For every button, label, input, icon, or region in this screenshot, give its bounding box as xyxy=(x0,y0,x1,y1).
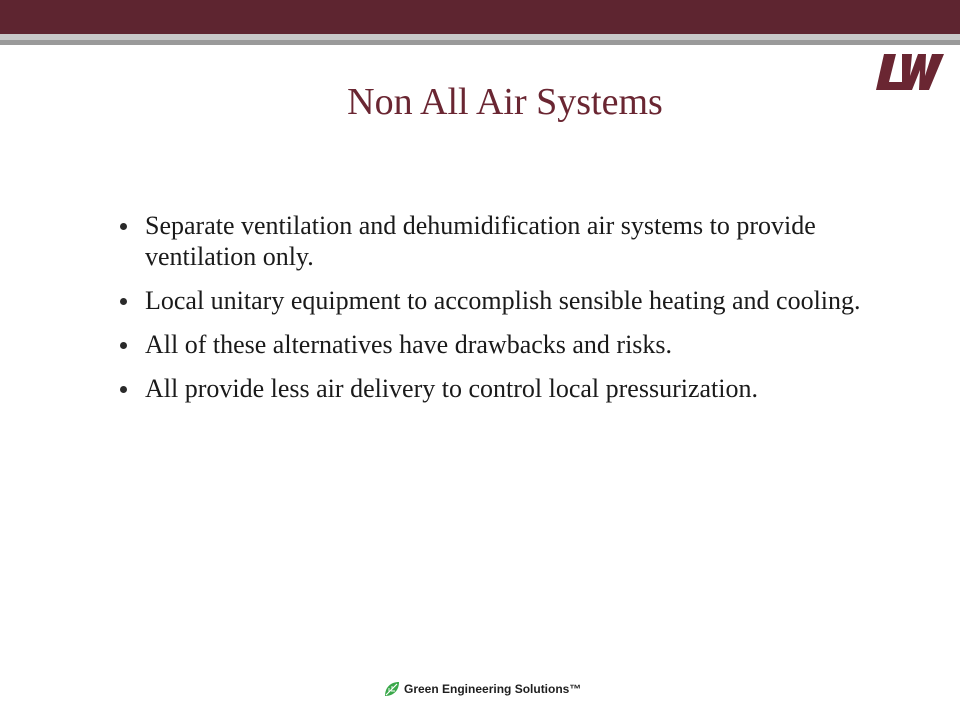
bullet-icon xyxy=(120,342,127,349)
bullet-icon xyxy=(120,298,127,305)
footer-brand xyxy=(383,677,581,701)
bullet-icon xyxy=(120,386,127,393)
bullet-text: All of these alternatives have drawbacks and risks. xyxy=(145,330,673,359)
slide-title: Non All Air Systems xyxy=(347,81,663,123)
leaf-icon xyxy=(383,680,401,698)
bullet-text: Separate ventilation and dehumidification air systems to provide ventilation only. xyxy=(145,211,816,271)
bullet-item xyxy=(118,373,878,404)
bullet-text: All provide less air delivery to control local pressurization. xyxy=(145,374,758,403)
footer-text: Green Engineering Solutions™ xyxy=(404,682,582,696)
header-stripe-dark xyxy=(0,40,960,45)
bullet-item xyxy=(118,329,878,360)
header-bar xyxy=(0,0,960,34)
bullet-text: Local unitary equipment to accomplish sensible heating and cooling. xyxy=(145,286,861,315)
bullet-icon xyxy=(120,223,127,230)
bullet-item xyxy=(118,285,878,316)
bullet-item xyxy=(118,210,878,272)
bullet-list xyxy=(118,210,878,417)
